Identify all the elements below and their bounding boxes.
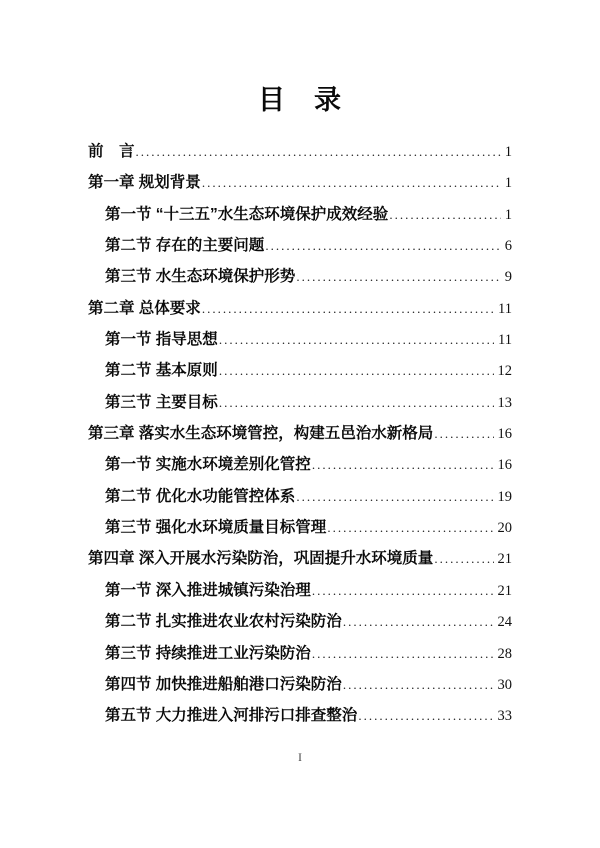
toc-entry-label: 前 言 (88, 143, 135, 160)
toc-entry-label: 第一节 实施水环境差别化管控 (105, 456, 311, 474)
footer-page-number: I (298, 750, 302, 764)
toc-entry-label: 第四章 深入开展水污染防治，巩固提升水环境质量 (88, 550, 434, 568)
toc-entry-section[interactable] (88, 199, 512, 230)
toc-entry-label: 第二节 扎实推进农业农村污染防治 (105, 613, 342, 631)
toc-entry-page: 21 (497, 551, 512, 568)
dot-leader (312, 575, 494, 606)
dot-leader (265, 230, 500, 261)
toc-entry-section[interactable] (88, 606, 512, 637)
toc-entry-chapter[interactable] (88, 418, 512, 449)
toc-entry-label: 第二节 存在的主要问题 (105, 237, 265, 255)
toc-entry-section[interactable] (88, 512, 512, 543)
toc-entry-page: 11 (498, 300, 512, 317)
toc-entry-section[interactable] (88, 700, 512, 731)
toc-entry-page: 19 (497, 488, 512, 505)
toc-entry-section[interactable] (88, 230, 512, 261)
toc-entry-section[interactable] (88, 387, 512, 418)
page-title: 目 录 (258, 85, 342, 115)
toc-entry-page: 1 (504, 144, 512, 160)
toc-entry-page: 30 (497, 676, 512, 693)
toc-entry-label: 第三节 强化水环境质量目标管理 (105, 519, 327, 537)
toc-entry-label: 第三节 持续推进工业污染防治 (105, 644, 311, 662)
dot-leader (358, 700, 493, 731)
dot-leader (296, 261, 500, 292)
toc-entry-page: 21 (497, 582, 512, 599)
dot-leader (202, 293, 494, 324)
toc-entry-section[interactable] (88, 669, 512, 700)
dot-leader (136, 136, 501, 167)
toc-entry-page: 11 (498, 332, 512, 349)
toc-entry-section[interactable] (88, 449, 512, 480)
toc-entry-label: 第三节 水生态环境保护形势 (105, 268, 296, 286)
toc-entry-label: 第一节 “十三五”水生态环境保护成效经验 (105, 205, 389, 223)
dot-leader (343, 669, 494, 700)
toc-entry-chapter[interactable] (88, 136, 512, 167)
dot-leader (343, 606, 494, 637)
toc-entry-page: 6 (504, 238, 512, 255)
toc-entry-page: 1 (504, 206, 512, 223)
dot-leader (312, 449, 494, 480)
toc-entry-section[interactable] (88, 324, 512, 355)
toc-entry-section[interactable] (88, 638, 512, 669)
toc-entry-page: 9 (504, 269, 512, 286)
toc-entry-label: 第三节 主要目标 (105, 393, 218, 411)
dot-leader (219, 324, 494, 355)
toc-entry-page: 16 (497, 457, 512, 474)
toc-entry-page: 16 (497, 426, 512, 443)
dot-leader (296, 481, 493, 512)
dot-leader (389, 199, 500, 230)
toc-entry-label: 第一节 指导思想 (105, 331, 218, 349)
toc-entry-chapter[interactable] (88, 293, 512, 324)
toc-entry-section[interactable] (88, 575, 512, 606)
toc-list (88, 136, 512, 732)
toc-entry-label: 第三章 落实水生态环境管控，构建五邑治水新格局 (88, 425, 434, 443)
toc-entry-chapter[interactable] (88, 167, 512, 198)
toc-entry-label: 第二节 优化水功能管控体系 (105, 487, 296, 505)
toc-entry-page: 1 (504, 175, 512, 192)
toc-entry-section[interactable] (88, 355, 512, 386)
toc-entry-page: 12 (497, 363, 512, 380)
dot-leader (219, 355, 494, 386)
dot-leader (434, 543, 493, 574)
dot-leader (312, 638, 494, 669)
dot-leader (327, 512, 493, 543)
toc-entry-section[interactable] (88, 261, 512, 292)
toc-entry-label: 第四节 加快推进船舶港口污染防治 (105, 675, 342, 693)
toc-entry-page: 24 (497, 614, 512, 631)
toc-entry-label: 第二章 总体要求 (88, 299, 201, 317)
toc-entry-label: 第五节 大力推进入河排污口排查整治 (105, 707, 358, 725)
dot-leader (219, 387, 494, 418)
dot-leader (202, 167, 501, 198)
toc-entry-page: 28 (497, 645, 512, 662)
dot-leader (434, 418, 493, 449)
toc-entry-page: 13 (497, 394, 512, 411)
toc-entry-label: 第一章 规划背景 (88, 174, 201, 192)
toc-entry-section[interactable] (88, 481, 512, 512)
toc-entry-page: 33 (497, 708, 512, 725)
toc-entry-label: 第二节 基本原则 (105, 362, 218, 380)
toc-entry-label: 第一节 深入推进城镇污染治理 (105, 581, 311, 599)
toc-entry-chapter[interactable] (88, 543, 512, 574)
toc-entry-page: 20 (497, 520, 512, 537)
